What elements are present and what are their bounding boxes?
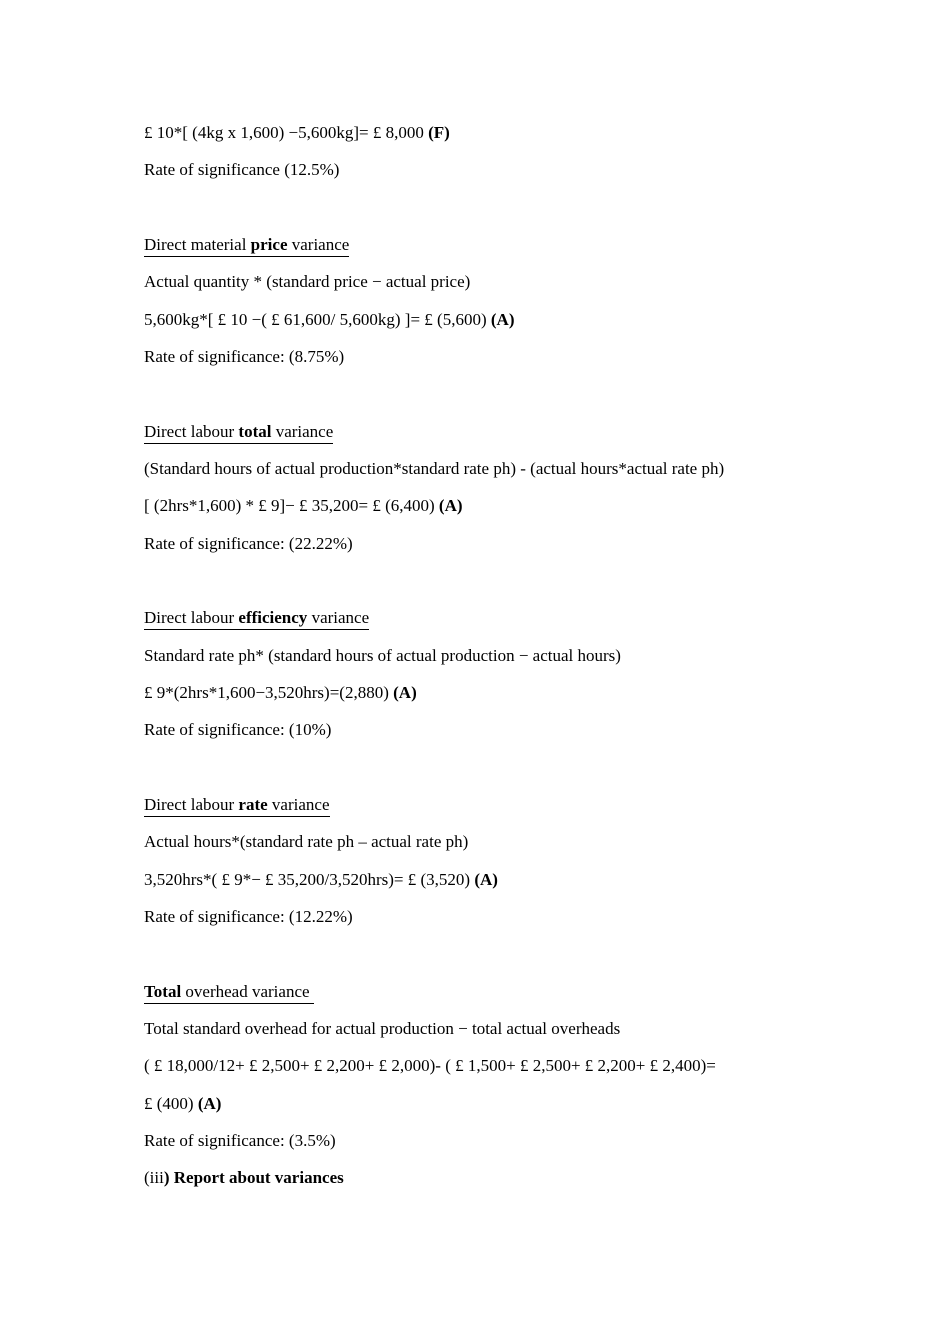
- variance-flag: (A): [197, 1094, 222, 1113]
- section-heading: Direct labour efficiency variance: [144, 608, 369, 630]
- calc-text: £ (400): [144, 1094, 194, 1113]
- calc-text: £ 10*[ (4kg x 1,600) −5,600kg]= £ 8,000: [144, 123, 424, 142]
- section-heading: Direct material price variance: [144, 235, 349, 257]
- material-price-calc: [144, 310, 514, 330]
- report-number: (iii: [144, 1168, 164, 1187]
- section-heading: Direct labour rate variance: [144, 795, 330, 817]
- labour-rate-heading: [144, 795, 330, 817]
- material-usage-significance: Rate of significance (12.5%): [144, 160, 340, 179]
- labour-efficiency-heading: [144, 608, 369, 630]
- variance-flag: (A): [438, 496, 463, 515]
- material-price-significance: Rate of significance: (8.75%): [144, 347, 345, 366]
- labour-rate-calc: [144, 870, 498, 890]
- calc-text: 3,520hrs*( £ 9*− £ 35,200/3,520hrs)= £ (3,520): [144, 870, 471, 889]
- section-heading: Direct labour total variance: [144, 422, 333, 444]
- labour-efficiency-calc: [144, 683, 417, 703]
- section-heading: Total overhead variance: [144, 982, 314, 1004]
- material-price-heading: [144, 235, 349, 257]
- overhead-total-calc-line1: ( £ 18,000/12+ £ 2,500+ £ 2,200+ £ 2,000)- ( £ 1,500+ £ 2,500+ £ 2,200+ £ 2,400)=: [144, 1056, 716, 1075]
- calc-text: 5,600kg*[ £ 10 −( £ 61,600/ 5,600kg) ]= £ (5,600): [144, 310, 487, 329]
- calc-text: £ 9*(2hrs*1,600−3,520hrs)=(2,880): [144, 683, 389, 702]
- variance-flag: (F): [428, 123, 450, 142]
- labour-efficiency-significance: Rate of significance: (10%): [144, 720, 332, 739]
- overhead-total-heading: [144, 982, 314, 1004]
- variance-flag: (A): [490, 310, 515, 329]
- material-price-formula: Actual quantity * (standard price − actual price): [144, 272, 471, 291]
- overhead-total-formula: Total standard overhead for actual production − total actual overheads: [144, 1019, 621, 1038]
- overhead-total-significance: Rate of significance: (3.5%): [144, 1131, 336, 1150]
- labour-total-significance: Rate of significance: (22.22%): [144, 534, 353, 553]
- labour-rate-formula: Actual hours*(standard rate ph – actual rate ph): [144, 832, 469, 851]
- calc-text: [ (2hrs*1,600) * £ 9]− £ 35,200= £ (6,400): [144, 496, 435, 515]
- labour-efficiency-formula: Standard rate ph* (standard hours of actual production − actual hours): [144, 646, 621, 665]
- overhead-total-calc-line2: [144, 1094, 221, 1114]
- labour-total-calc: [144, 496, 463, 516]
- report-heading: [144, 1168, 344, 1188]
- labour-total-formula: (Standard hours of actual production*standard rate ph) - (actual hours*actual rate ph): [144, 459, 725, 478]
- labour-total-heading: [144, 422, 333, 444]
- labour-rate-significance: Rate of significance: (12.22%): [144, 907, 353, 926]
- variance-flag: (A): [393, 683, 417, 702]
- report-title: ) Report about variances: [163, 1168, 344, 1187]
- material-usage-calc: [144, 123, 450, 143]
- variance-flag: (A): [474, 870, 498, 889]
